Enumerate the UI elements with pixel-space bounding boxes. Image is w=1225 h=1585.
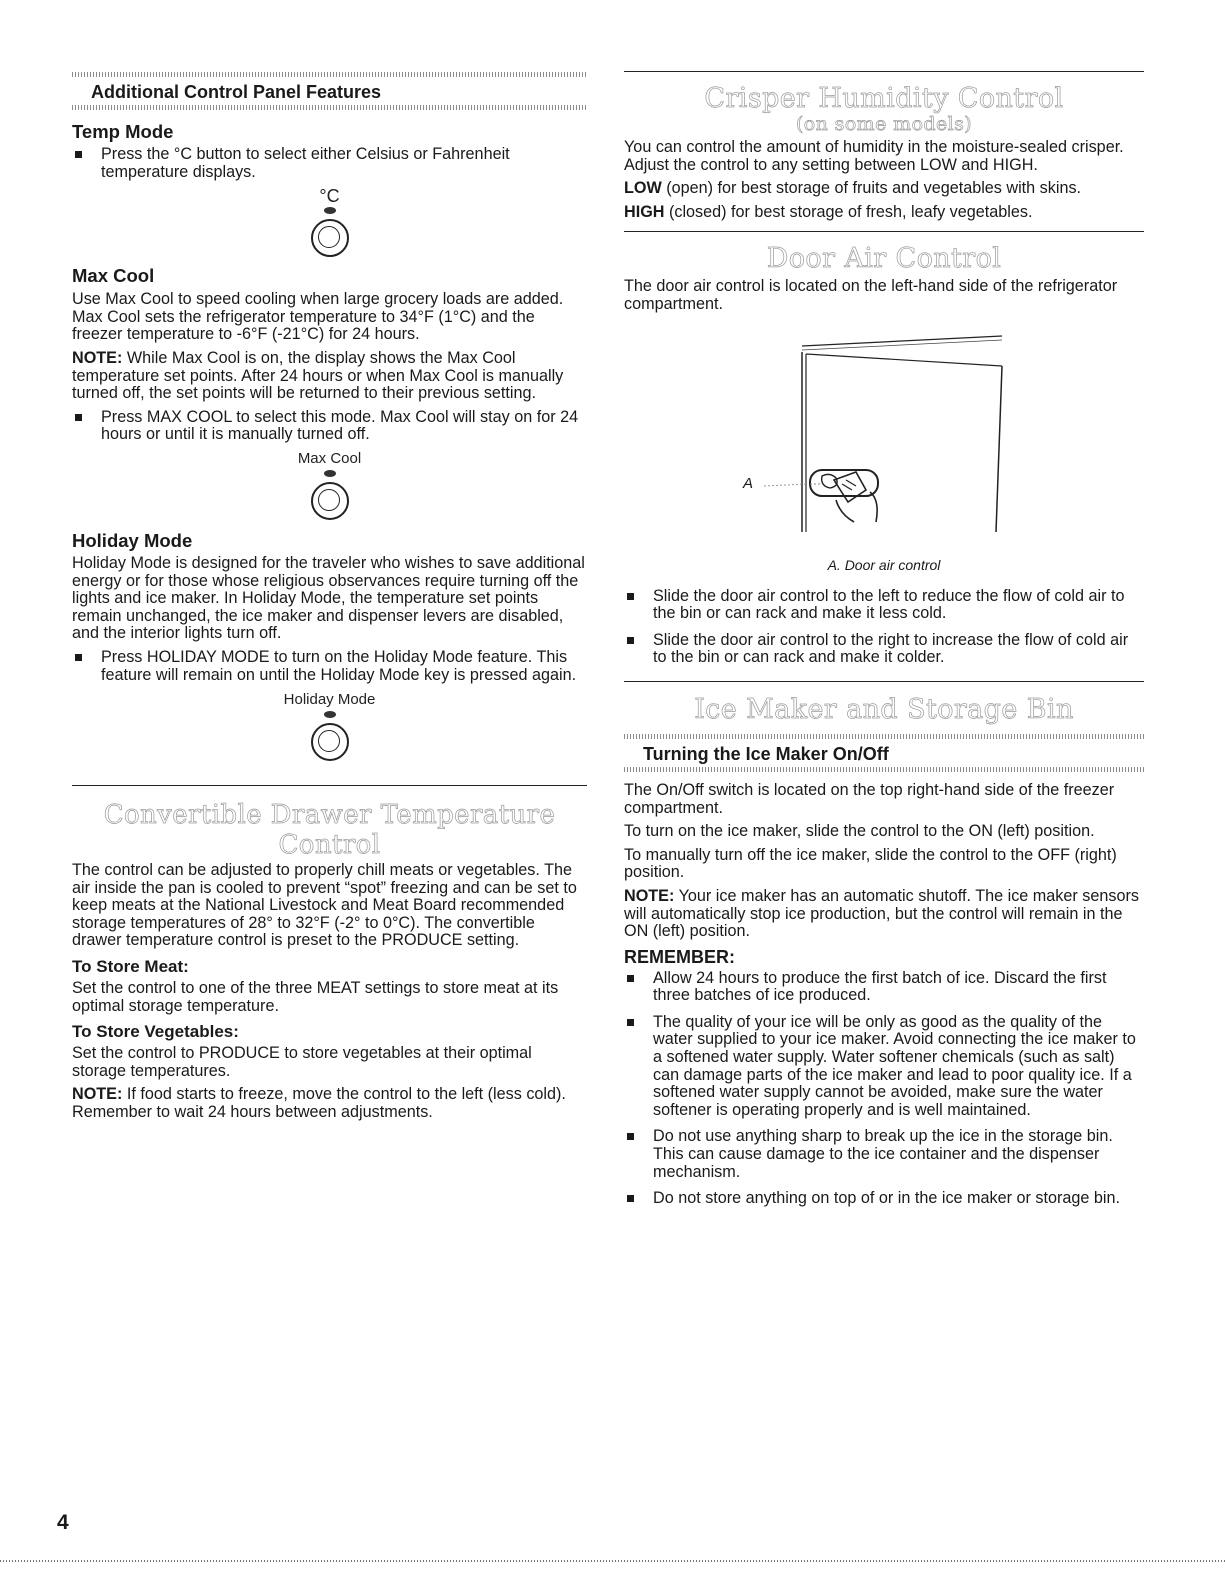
ice-maker-title: Ice Maker and Storage Bin — [694, 693, 1074, 725]
temp-mode-title: Temp Mode — [72, 121, 174, 142]
remember-bullet-3: Do not use anything sharp to break up the ice in the storage bin. This can cause damage to the ice container and the dispenser mechanism. — [624, 1128, 1144, 1181]
ice-maker-paragraph-2: To turn on the ice maker, slide the control to the ON (left) position. — [624, 822, 1095, 841]
celsius-button-figure — [72, 187, 587, 257]
header-dither-bottom — [72, 105, 587, 110]
section-header-band — [72, 77, 587, 105]
temp-mode-bullet: Press the °C button to select either Celsius or Fahrenheit temperature displays. — [72, 146, 587, 181]
crisper-subtitle: (on some models) — [795, 113, 973, 135]
door-air-title: Door Air Control — [766, 243, 1002, 275]
store-meat-title: To Store Meat: — [72, 957, 189, 977]
remember-bullet-2: The quality of your ice will be only as good as the quality of the water supplied to your ice maker. Avoid connecting the ice maker to a softened water supply. Water softener chemicals (such as salt) can damage parts of the ice maker and lead to poor quality ice. If a softened water supply cannot be avoided, make sure the water softener is operating properly and is well maintained. — [624, 1014, 1144, 1120]
note-label: NOTE: — [72, 348, 123, 367]
indicator-led-icon — [324, 470, 336, 477]
ice-maker-paragraph-1: The On/Off switch is located on the top right-hand side of the freezer compartment. — [624, 780, 1115, 817]
door-air-illustration — [624, 324, 1144, 557]
high-text: (closed) for best storage of fresh, leafy vegetables. — [664, 202, 1033, 221]
indicator-led-icon — [324, 207, 336, 214]
crisper-paragraph: You can control the amount of humidity in the moisture-sealed crisper. Adjust the control to any setting between LOW and HIGH. — [624, 138, 1124, 174]
max-cool-button[interactable] — [311, 482, 349, 520]
page-number: 4 — [57, 1511, 69, 1534]
door-air-figure — [624, 324, 1144, 557]
door-air-bullet-2: Slide the door air control to the right to increase the flow of cold air to the bin or can rack and make it colder. — [624, 632, 1144, 667]
store-vegetables-title: To Store Vegetables: — [72, 1022, 239, 1042]
convertible-note — [72, 1086, 587, 1121]
holiday-mode-bullet: Press HOLIDAY MODE to turn on the Holiday Mode feature. This feature will remain on until the Holiday Mode key is pressed again. — [72, 649, 587, 684]
holiday-mode-button-figure — [72, 691, 587, 761]
ice-maker-paragraph-3: To manually turn off the ice maker, slide the control to the OFF (right) position. — [624, 845, 1117, 882]
section-header: Additional Control Panel Features — [91, 82, 382, 102]
indicator-led-icon — [324, 711, 336, 718]
crisper-low — [624, 180, 1144, 198]
convertible-title: Convertible Drawer Temperature Control — [103, 800, 556, 861]
low-label: LOW — [624, 179, 662, 198]
low-text: (open) for best storage of fruits and vegetables with skins. — [661, 179, 1082, 198]
max-cool-title: Max Cool — [72, 265, 155, 287]
note-text: While Max Cool is on, the display shows the Max Cool temperature set points. After 24 hours or when Max Cool is manually turned off, the set points will be returned to their previous setting. — [72, 348, 564, 403]
store-vegetables-text: Set the control to PRODUCE to store vegetables at their optimal storage temperatures. — [72, 1044, 532, 1080]
remember-bullet-1: Allow 24 hours to produce the first batch of ice. Discard the first three batches of ice produced. — [624, 970, 1144, 1005]
max-cool-button-label: Max Cool — [297, 449, 362, 467]
crisper-high — [624, 204, 1144, 222]
holiday-mode-paragraph: Holiday Mode is designed for the traveler who wishes to save additional energy or for those whose religious observances require turning off the lights and ice maker. In Holiday Mode, the temperature set points remain unchanged, the ice maker and dispenser levers are disabled, and the interior lights turn off. — [72, 553, 585, 643]
door-air-caption: A. Door air control — [827, 556, 941, 573]
ice-maker-subheader-band — [624, 739, 1144, 767]
crisper-title: Crisper Humidity Control — [704, 83, 1064, 114]
max-cool-note — [72, 350, 587, 403]
celsius-button-label: °C — [319, 186, 340, 207]
holiday-mode-button[interactable] — [311, 723, 349, 761]
left-column — [72, 0, 587, 1122]
section-rule — [72, 785, 587, 786]
remember-label: REMEMBER: — [624, 946, 735, 967]
holiday-mode-button-label: Holiday Mode — [283, 691, 376, 709]
note-text: If food starts to freeze, move the control to the left (less cold). Remember to wait 24 hours between adjustments. — [72, 1085, 566, 1122]
high-label: HIGH — [624, 202, 665, 221]
bottom-rule — [0, 1560, 1225, 1562]
door-air-bullet-1: Slide the door air control to the left to reduce the flow of cold air to the bin or can rack and make it less cold. — [624, 588, 1144, 623]
max-cool-bullet: Press MAX COOL to select this mode. Max Cool will stay on for 24 hours or until it is manually turned off. — [72, 409, 587, 444]
note-label: NOTE: — [72, 1085, 123, 1104]
note-label: NOTE: — [624, 886, 675, 905]
holiday-mode-title: Holiday Mode — [72, 529, 193, 551]
section-rule — [624, 71, 1144, 72]
max-cool-button-figure — [72, 450, 587, 520]
max-cool-paragraph: Use Max Cool to speed cooling when large grocery loads are added. Max Cool sets the refrigerator temperature to 34°F (1°C) and the freezer temperature to -6°F (-21°C) for 24 hours. — [72, 290, 564, 344]
right-column — [624, 0, 1144, 1208]
celsius-button[interactable] — [311, 219, 349, 257]
subheader-dither-bottom — [624, 767, 1144, 772]
figure-letter: A — [743, 474, 754, 492]
door-air-paragraph: The door air control is located on the left-hand side of the refrigerator compartment. — [624, 277, 1118, 313]
ice-maker-subheader: Turning the Ice Maker On/Off — [643, 743, 889, 764]
convertible-paragraph: The control can be adjusted to properly chill meats or vegetables. The air inside the pan is cooled to prevent “spot” freezing and can be set to keep meats at the National Livestock and Meat Board recommended storage temperatures of 28° to 32°F (-2° to 0°C). The convertible drawer temperature control is preset to the PRODUCE setting. — [72, 861, 577, 950]
ice-maker-note — [624, 888, 1144, 941]
note-text: Your ice maker has an automatic shutoff. The ice maker sensors will automatically stop ice production, but the control will remain in the ON (left) position. — [624, 886, 1139, 941]
remember-bullet-4: Do not store anything on top of or in the ice maker or storage bin. — [624, 1190, 1144, 1208]
section-rule — [624, 231, 1144, 232]
section-rule — [624, 681, 1144, 682]
store-meat-text: Set the control to one of the three MEAT settings to store meat at its optimal storage temperature. — [72, 979, 559, 1015]
